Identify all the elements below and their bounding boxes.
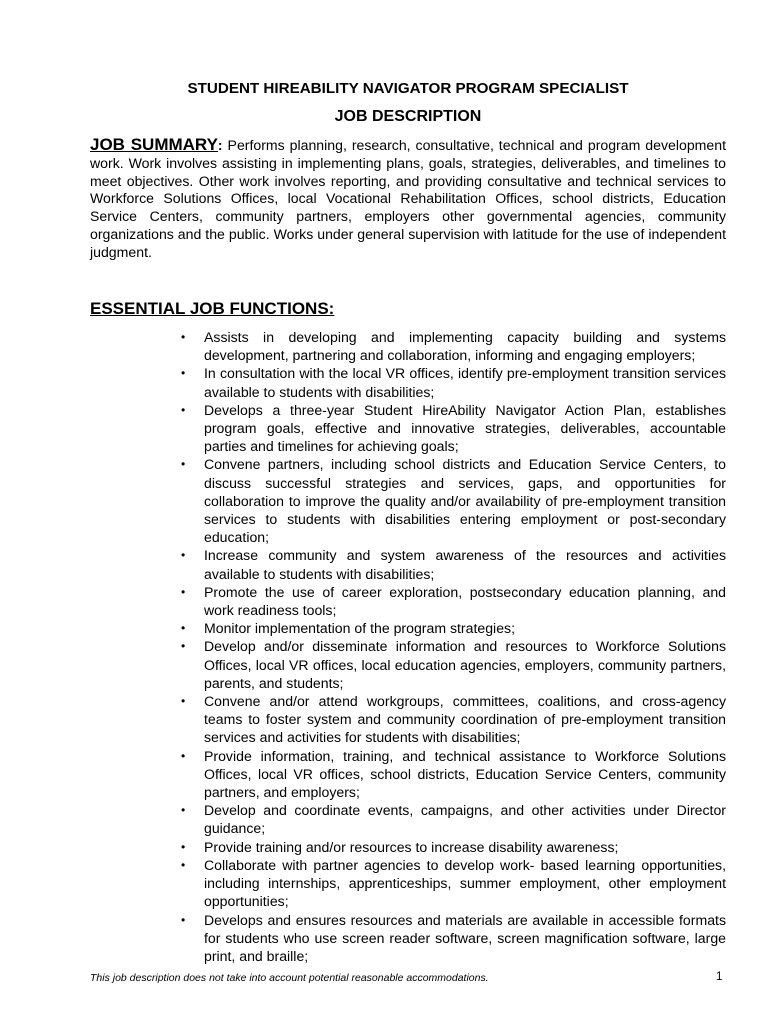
list-item	[180, 619, 726, 637]
list-item	[180, 801, 726, 837]
list-item-text: Collaborate with partner agencies to develop work- based learning opportunities, including internships, apprenticeships, summer employment, other employment opportunities;	[204, 856, 726, 910]
bullet-icon: •	[181, 694, 186, 709]
list-item-text: Convene partners, including school districts and Education Service Centers, to discuss successful strategies and services, gaps, and opportunities for collaboration to improve the quality and/or availability of pre-employment transition services to students with disabilities entering employment or post-secondary education;	[204, 456, 726, 546]
bullet-icon: •	[181, 621, 186, 636]
list-item-text: Develops a three-year Student HireAbility Navigator Action Plan, establishes program goals, effective and innovative strategies, deliverables, accountable parties and timelines for achieving goals;	[204, 401, 726, 455]
list-item-text: Assists in developing and implementing capacity building and systems development, partnering and collaboration, informing and engaging employers;	[204, 329, 726, 364]
list-item-text: Promote the use of career exploration, postsecondary education planning, and work readiness tools;	[204, 583, 726, 619]
job-summary-colon: :	[217, 137, 223, 153]
bullet-icon: •	[181, 330, 186, 344]
list-item-text: Provide information, training, and technical assistance to Workforce Solutions Offices, local VR offices, school districts, Education Service Centers, community partners, and employers;	[204, 747, 726, 801]
list-item-text: Develop and coordinate events, campaigns, and other activities under Director guidance;	[204, 802, 726, 837]
bullet-icon: •	[181, 857, 186, 872]
bullet-icon: •	[181, 548, 186, 563]
list-item	[180, 911, 726, 966]
list-item-text: Increase community and system awareness of the resources and activities available to students with disabilities;	[204, 547, 726, 582]
list-item	[180, 546, 726, 582]
list-item-text: Monitor implementation of the program strategies;	[204, 620, 515, 637]
job-summary-label: JOB SUMMARY	[90, 135, 218, 154]
bullet-icon: •	[181, 639, 186, 654]
page-number: 1	[716, 971, 723, 983]
list-item	[180, 583, 726, 619]
bullet-icon: •	[181, 584, 186, 599]
essential-functions-heading: ESSENTIAL JOB FUNCTIONS:	[90, 299, 335, 318]
bullet-icon: •	[181, 839, 186, 854]
bullet-icon: •	[181, 748, 186, 763]
document-subtitle: JOB DESCRIPTION	[334, 108, 482, 125]
list-item	[180, 455, 726, 546]
list-item	[180, 401, 726, 456]
list-item-text: Provide training and/or resources to increase disability awareness;	[204, 838, 619, 855]
job-summary-paragraph	[90, 136, 726, 262]
list-item	[180, 328, 726, 364]
bullet-icon: •	[181, 803, 186, 818]
list-item	[180, 637, 726, 692]
list-item-text: Develops and ensures resources and materials are available in accessible formats for students who use screen reader software, screen magnification software, large print, and braille;	[204, 911, 726, 964]
bullet-icon: •	[181, 457, 186, 472]
list-item-text: In consultation with the local VR offices, identify pre-employment transition services available to students with disabilities;	[204, 365, 726, 400]
bullet-icon: •	[181, 912, 186, 927]
job-summary-text: Performs planning, research, consultative, technical and program development work. Work involves assisting in implementing plans, goals, strategies, deliverables, and timelines to meet objectives. Other work involves reporting, and providing consultative and technical services to Workforce Solutions Offices, local Vocational Rehabilitation Offices, school districts, Education Service Centers, community partners, employers other governmental agencies, community organizations and the public. Works under general supervision with latitude for the use of independent judgment.	[90, 137, 726, 260]
essential-functions-list	[180, 328, 726, 965]
list-item	[180, 838, 726, 856]
footer-disclaimer: This job description does not take into account potential reasonable accommodations.	[90, 972, 489, 984]
document-title: STUDENT HIREABILITY NAVIGATOR PROGRAM SPECIALIST	[187, 80, 629, 97]
list-item-text: Convene and/or attend workgroups, committees, coalitions, and cross-agency teams to foster system and community coordination of pre-employment transition services and activities for students with disabilities;	[204, 693, 726, 746]
list-item	[180, 856, 726, 911]
list-item-text: Develop and/or disseminate information and resources to Workforce Solutions Offices, local VR offices, local education agencies, employers, community partners, parents, and students;	[204, 638, 726, 691]
bullet-icon: •	[181, 366, 186, 381]
list-item	[180, 747, 726, 802]
list-item	[180, 692, 726, 747]
list-item	[180, 364, 726, 400]
bullet-icon: •	[181, 402, 186, 417]
